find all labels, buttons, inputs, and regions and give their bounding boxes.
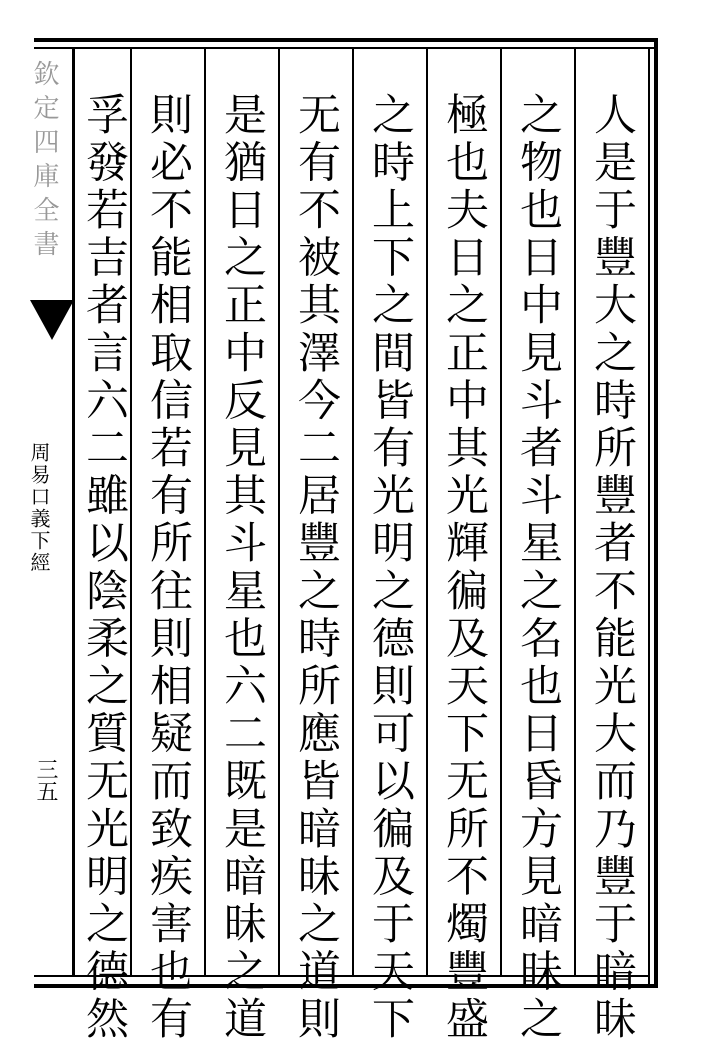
margin-page-number: 三五: [33, 758, 58, 802]
frame-right-inner-border: [648, 47, 650, 987]
margin-book-title: 周易口義下經: [27, 442, 51, 574]
text-column-1: 人是于豐大之時所豐者不能光大而乃豐于暗昧: [587, 92, 637, 1044]
column-rule: [204, 49, 206, 975]
column-rule: [426, 49, 428, 975]
frame-top-inner-border: [34, 47, 658, 49]
column-rule: [500, 49, 502, 975]
text-column-5: 无有不被其澤今二居豐之時所應皆暗昧之道則: [291, 92, 341, 1044]
text-column-2: 之物也日中見斗者斗星之名也日昏方見暗昧之: [513, 92, 563, 1044]
text-column-7: 則必不能相取信若有所往則相疑而致疾害也有: [143, 92, 193, 1044]
column-rule: [352, 49, 354, 975]
text-column-3: 極也夫日之正中其光輝徧及天下无所不燭豐盛: [439, 92, 489, 1044]
frame-top-border: [34, 38, 658, 42]
column-rule: [278, 49, 280, 975]
column-rule: [574, 49, 576, 975]
margin-collection-title: 欽定四庫全書: [29, 60, 59, 264]
frame-right-border: [654, 38, 658, 988]
text-column-6: 是猶日之正中反見其斗星也六二既是暗昧之道: [217, 92, 267, 1044]
text-column-4: 之時上下之間皆有光明之德則可以徧及于天下: [365, 92, 415, 1044]
text-column-8: 孚發若吉者言六二雖以陰柔之質无光明之德然: [79, 92, 129, 1044]
